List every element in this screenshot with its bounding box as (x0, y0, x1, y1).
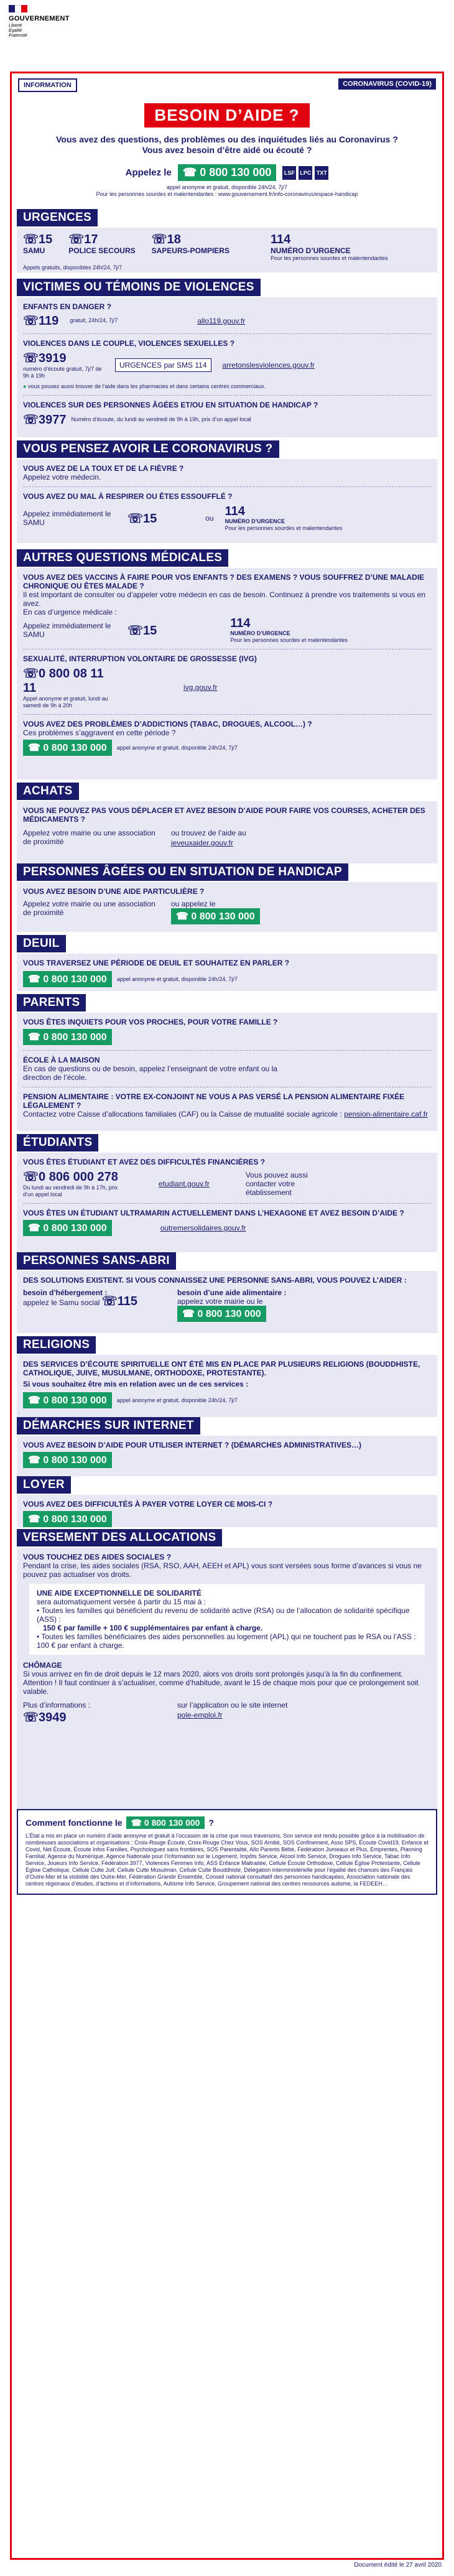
phone-button[interactable]: ☎ 0 800 130 000 (23, 1220, 112, 1236)
info-tag: INFORMATION (18, 78, 77, 92)
text-icon: TXT (315, 166, 328, 180)
hero-notes: appel anonyme et gratuit, disponible 24h/24, 7j/7 Pour les personnes sourdes et malentendantes : www.gouvernement.fr/info-coronavirus/espace-handicap (96, 184, 358, 197)
number-18: ☏18 (151, 233, 181, 246)
section-urgences: URGENCES ☏15 SAMU ☏17 POLICE SECOURS ☏18 SAPEURS-POMPIERS 114 NUMÉRO D’URGENCE Pour les personnes sourdes et malentendantes Appels gratuits, disponibles 24h/24, 7j/7 (17, 209, 437, 272)
pharmacy-icon: ● (23, 383, 28, 389)
section-etudiants: ÉTUDIANTS VOUS ÊTES ÉTUDIANT ET AVEZ DES DIFFICULTÉS FINANCIÈRES ? ☏0 806 000 278 Du lundi au vendredi de 9h à 17h, prix d’un appel local etudiant.gouv.fr Vous pouvez aussi contacter votre établissement VOUS ÊTES UN ÉTUDIANT ULTRAMARIN ACTUELLEMENT DANS L’HEXAGONE ET AVEZ BESOIN D’AIDE ? ☎ 0 800 130 000 outremersolidaires.gouv.fr (17, 1134, 437, 1252)
link-arretons[interactable]: arretonslesviolences.gouv.fr (222, 360, 315, 370)
number-17: ☏17 (68, 233, 98, 246)
phone-button[interactable]: ☎ 0 800 130 000 (23, 1452, 112, 1468)
section-religions: RELIGIONS DES SERVICES D’ÉCOUTE SPIRITUELLE ONT ÉTÉ MIS EN PLACE PAR PLUSIEURS RELIGIONS (BOUDDHISTE, CATHOLIQUE, JUIVE, MUSULMANE, ORTHODOXE, PROTESTANTE). Si vous souhaitez être mis en relation avec un de ces services : ☎ 0 800 130 000 appel anonyme et gratuit, disponible 24h/24, 7j/7 (17, 1336, 437, 1417)
section-internet: DÉMARCHES SUR INTERNET VOUS AVEZ BESOIN D’AIDE POUR UTILISER INTERNET ? (DÉMARCHES ADMINISTRATIVES…) ☎ 0 800 130 000 (17, 1417, 437, 1476)
hero-call: Appelez le ☎ 0 800 130 000 LSF LPC TXT (12, 164, 442, 181)
exceptional-aid-box: UNE AIDE EXCEPTIONNELLE DE SOLIDARITÉ sera automatiquement versée à partir du 15 mai à : • Toutes les familles qui bénéficient du revenu de solidarité active (RSA) ou de l’allocation de solidarité spécifique (ASS) : 150 € par famille + 100 € supplémentaires par enfant à charge. • Toutes les familles bénéficiaires des aides personnelles au logement (APL) qui ne touchent pas le RSA ou l’ASS : 100 € par enfant à charge. (29, 1584, 425, 1655)
number-15: ☏15 (23, 233, 53, 246)
cued-speech-icon: LPC (299, 166, 312, 180)
phone-button[interactable]: ☎ 0 800 130 000 (23, 1511, 112, 1527)
sms-114[interactable]: URGENCES par SMS 114 (115, 358, 211, 372)
section-deuil: DEUIL VOUS TRAVERSEZ UNE PÉRIODE DE DEUIL ET SOUHAITEZ EN PARLER ? ☎ 0 800 130 000 appel anonyme et gratuit, disponible 24h/24, 7j/7 (17, 935, 437, 991)
link-jeveuxaider[interactable]: jeveuxaider.gouv.fr (171, 839, 233, 847)
section-how-it-works: Comment fonctionne le ☎ 0 800 130 000 ? L’État a mis en place un numéro d’aide anonyme et gratuit à l’occasion de la crise que nous traversons. Son service est rendu possible grâce à la mobilisation de nombreuses associations et organisations : Croix-Rouge Écoute, Croix-Rouge Chez Vous, SOS Amitié, SOS Confinement, Asso SPS, Écoute Covid19, Enfance et Covid, Net Écoute, Écoute Infos Familles, Psychologues sans frontières, SOS Parentalité, Allo Parents Bébé, Fédération Jumeaux et Plus, Emprentes, Planning Familial, Agence du Numérique, Agence Nationale pour l’Information sur le Logement, Impôts Service, Alcool Info Service, Drogues Info Service, Tabac Info Service, Joueurs Info Service, Fédération 3977, Violences Femmes Info, ASS Enfance Maltraitée, Cellule Écoute Orthodoxe, Cellule Église Protestante, Cellule Église Catholique, Cellule Culte Juif, Cellule Culte Musulman, Cellule Culte Bouddhiste, Délégation interministérielle pour l’égalité des chances des Français d’Outre-Mer et la visibilité des Outre-Mer, Fédération Grandir Ensemble, Conseil national consultatif des personnes handicapées, Association nationale des centres régionaux d’études, d’actions et d’informations, Autisme Info Service, Groupement national des centres ressources autisme, la FEDEEH… (17, 1809, 437, 1895)
flag-icon (9, 5, 27, 12)
content-frame (10, 72, 444, 2560)
link-allo119[interactable]: allo119.gouv.fr (197, 316, 246, 325)
section-title: URGENCES (17, 209, 98, 226)
sign-language-icon: LSF (282, 166, 296, 180)
link-ivg[interactable]: ivg.gouv.fr (183, 683, 218, 692)
phone-button[interactable]: ☎ 0 800 130 000 (23, 971, 112, 987)
hero-phone[interactable]: ☎ 0 800 130 000 (178, 164, 277, 181)
section-medical: AUTRES QUESTIONS MÉDICALES VOUS AVEZ DES VACCINS À FAIRE POUR VOS ENFANTS ? DES EXAMENS ? VOUS SOUFFREZ D’UNE MALADIE CHRONIQUE OU ÊTES MALADE ? Il est important de consulter ou d’appeler votre médecin en cas de besoin. Continuez à prendre vos traitements si vous en avez. En cas d’urgence médicale : Appelez immédiatement le SAMU ☏15 114 NUMÉRO D’URGENCE Pour les personnes sourdes et malentendantes SEXUALITÉ, INTERRUPTION VOLONTAIRE DE GROSSESSE (IVG) ☏0 800 08 11 11 Appel anonyme et gratuit, lundi au samedi de 9h à 20h ivg.gouv.fr VOUS AVEZ DES PROBLÈMES D’ADDICTIONS (TABAC, DROGUES, ALCOOL…) ? Ces problèmes s’aggravent en cette période ? ☎ 0 800 130 000 appel anonyme et gratuit, disponible 24h/24, 7j/7 (17, 549, 437, 779)
phone-button[interactable]: ☎ 0 800 130 000 (23, 1392, 112, 1408)
covid-tag: CORONAVIRUS (COVID-19) (338, 78, 436, 90)
accessibility-icons (282, 166, 328, 180)
phone-button[interactable]: ☎ 0 800 130 000 (171, 908, 260, 924)
page-title: BESOIN D’AIDE ? (12, 103, 442, 128)
link-pole-emploi[interactable]: pole-emploi.fr (177, 1711, 223, 1719)
phone-button[interactable]: ☎ 0 800 130 000 (177, 1306, 266, 1322)
government-title: GOUVERNEMENT (9, 15, 70, 22)
section-victimes: VICTIMES OU TÉMOINS DE VIOLENCES ENFANTS EN DANGER ? ☏119 gratuit, 24h/24, 7j/7 allo119.gouv.fr VIOLENCES DANS LE COUPLE, VIOLENCES SEXUELLES ? ☏3919 numéro d’écoute gratuit, 7j/7 de 9h à 19h URGENCES par SMS 114 arretonslesviolences.gouv.fr ● vous pouvez aussi trouver de l’aide dans les pharmacies et dans certains centres commerciaux. VIOLENCES SUR DES PERSONNES ÂGÉES ET/OU EN SITUATION DE HANDICAP ? ☏3977 Numéro d’écoute, du lundi au vendredi de 9h à 19h, prix d’un appel local (17, 279, 437, 437)
section-coronavirus: VOUS PENSEZ AVOIR LE CORONAVIRUS ? VOUS AVEZ DE LA TOUX ET DE LA FIÈVRE ? Appelez votre médecin. VOUS AVEZ DU MAL À RESPIRER OU ÊTES ESSOUFFLÉ ? Appelez immédiatement le SAMU ☏15 ou 114 NUMÉRO D’URGENCE Pour les personnes sourdes et malentendantes (17, 440, 437, 543)
government-logo (9, 5, 146, 55)
section-sans-abri: PERSONNES SANS-ABRI DES SOLUTIONS EXISTENT. SI VOUS CONNAISSEZ UNE PERSONNE SANS-ABRI, VOUS POUVEZ L’AIDER : besoin d’hébergement : appelez le Samu social ☏115 besoin d’une aide alimentaire : appelez votre mairie ou le ☎ 0 800 130 000 (17, 1252, 437, 1333)
phone-button[interactable]: ☎ 0 800 130 000 (23, 740, 112, 756)
hero-subtitle: Vous avez des questions, des problèmes ou des inquiétudes liés au Coronavirus ? Vous avez besoin d’être aidé ou écouté ? (56, 134, 398, 155)
edition-date: Document édité le 27 avril 2020 (354, 2562, 442, 2569)
phone-button[interactable]: ☎ 0 800 130 000 (23, 1029, 112, 1045)
link-outremer[interactable]: outremersolidaires.gouv.fr (160, 1224, 246, 1232)
section-achats: ACHATS VOUS NE POUVEZ PAS VOUS DÉPLACER ET AVEZ BESOIN D’AIDE POUR FAIRE VOS COURSES, ACHETER DES MÉDICAMENTS ? Appelez votre mairie ou une association de proximité ou trouvez de l’aide au jeveuxaider.gouv.fr (17, 783, 437, 863)
motto: Liberté Égalité Fraternité (9, 24, 27, 38)
section-loyer: LOYER VOUS AVEZ DES DIFFICULTÉS À PAYER VOTRE LOYER CE MOIS-CI ? ☎ 0 800 130 000 (17, 1476, 437, 1527)
number-114: 114 (270, 233, 291, 246)
phone-button[interactable]: ☎ 0 800 130 000 (126, 1816, 205, 1829)
section-allocations: VERSEMENT DES ALLOCATIONS VOUS TOUCHEZ DES AIDES SOCIALES ? Pendant la crise, les aides sociales (RSA, RSO, AAH, AEEH et APL) vous sont versées sous forme d’avances si vous ne pouvez pas actualiser vos droits. UNE AIDE EXCEPTIONNELLE DE SOLIDARITÉ sera automatiquement versée à partir du 15 mai à : • Toutes les familles qui bénéficient du revenu de solidarité active (RSA) ou de l’allocation de solidarité spécifique (ASS) : 150 € par famille + 100 € supplémentaires par enfant à charge. • Toutes les familles bénéficiaires des aides personnelles au logement (APL) qui ne touchent pas le RSA ou l’ASS : 100 € par enfant à charge. CHÔMAGE Si vous arrivez en fin de droit depuis le 12 mars 2020, alors vos droits sont prolongés jusqu’à la fin du confinement. Attention ! Il faut continuer à s’actualiser, comme d’habitude, avant le 15 de chaque mois pour que ce prolongement soit valable. Plus d’informations : ☏3949 sur l’application ou le site internet pole-emploi.fr (17, 1529, 437, 1809)
link-pension[interactable]: pension-alimentaire.caf.fr (344, 1110, 428, 1118)
section-parents: PARENTS VOUS ÊTES INQUIETS POUR VOS PROCHES, POUR VOTRE FAMILLE ? ☎ 0 800 130 000 ÉCOLE À LA MAISON En cas de questions ou de besoin, appelez l’enseignant de votre enfant ou la direction de l’école. PENSION ALIMENTAIRE : VOTRE EX-CONJOINT NE VOUS A PAS VERSÉ LA PENSION ALIMENTAIRE FIXÉE LÉGALEMENT ? Contactez votre Caisse d’allocations familiales (CAF) ou la Caisse de mutualité sociale agricole : pension-alimentaire.caf.fr (17, 994, 437, 1131)
section-agees: PERSONNES ÂGÉES OU EN SITUATION DE HANDICAP VOUS AVEZ BESOIN D’UNE AIDE PARTICULIÈRE ? Appelez votre mairie ou une association de proximité ou appelez le ☎ 0 800 130 000 (17, 863, 437, 932)
link-etudiant[interactable]: etudiant.gouv.fr (159, 1179, 210, 1188)
